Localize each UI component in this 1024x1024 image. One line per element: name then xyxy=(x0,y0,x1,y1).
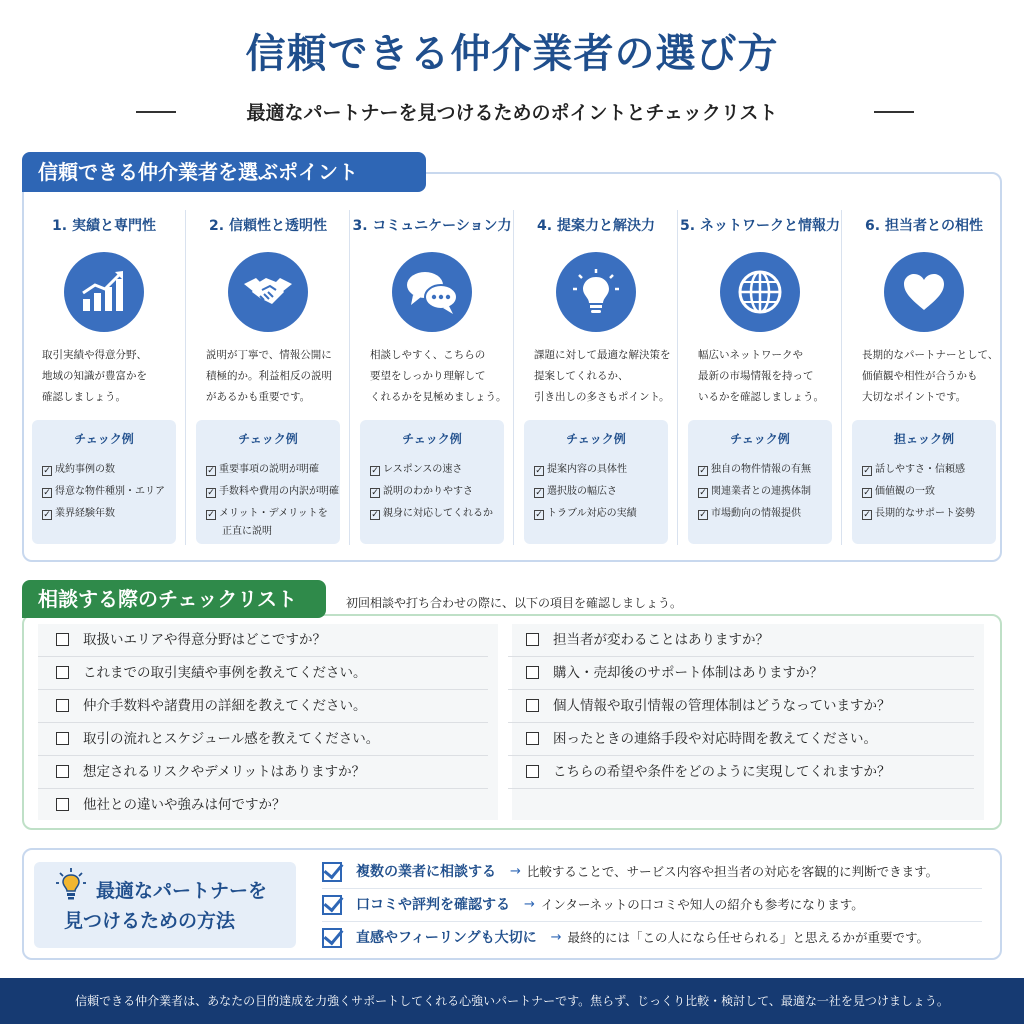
check-item: ✓ 市場動向の情報提供 xyxy=(699,508,801,520)
checkbox[interactable] xyxy=(56,732,69,745)
checklist-note: 初回相談や打ち合わせの際に、以下の項目を確認しましょう。 xyxy=(346,596,683,610)
globe-icon xyxy=(720,252,800,332)
check-item-continued: 正直に説明 xyxy=(222,526,272,537)
check-examples-title: チェック例 xyxy=(74,432,134,446)
checkbox[interactable] xyxy=(526,699,539,712)
checklist-item[interactable]: 取引の流れとスケジュール感を教えてください。 xyxy=(38,723,488,756)
checkbox[interactable] xyxy=(56,765,69,778)
checklist-item[interactable]: これまでの取引実績や事例を教えてください。 xyxy=(38,657,488,690)
check-item: ✓ 価値観の一致 xyxy=(863,486,935,498)
arrow-right-icon: → xyxy=(524,896,535,912)
check-item: ✓ 話しやすさ・信頼感 xyxy=(863,464,965,476)
checkmark-icon xyxy=(322,895,342,915)
point-title: 2. 信頼性と透明性 xyxy=(209,218,327,234)
check-item: ✓ 手数料や費用の内訳が明確 xyxy=(207,486,339,498)
check-item: ✓ 選択肢の幅広さ xyxy=(535,486,617,498)
check-item: ✓ 得意な物件種別・エリア xyxy=(43,486,165,498)
check-item: ✓ 提案内容の具体性 xyxy=(535,464,627,476)
point-title: 5. ネットワークと情報力 xyxy=(680,218,840,234)
divider xyxy=(322,888,982,889)
check-item: ✓ メリット・デメリットを xyxy=(207,508,328,520)
check-examples-title: チェック例 xyxy=(238,432,298,446)
method-item: 口コミや評判を確認する → インターネットの口コミや知人の紹介も参考になります。 xyxy=(322,890,864,918)
point-card-compatibility xyxy=(842,200,1006,552)
checklist-item[interactable]: 困ったときの連絡手段や対応時間を教えてください。 xyxy=(508,723,974,756)
check-item: ✓ 関連業者との連携体制 xyxy=(699,486,811,498)
point-description: 幅広いネットワークや 最新の市場情報を持って いるかを確認しましょう。 xyxy=(698,349,824,403)
check-examples-title: チェック例 xyxy=(566,432,626,446)
growth-chart-icon xyxy=(64,252,144,332)
handshake-icon xyxy=(228,252,308,332)
chat-bubbles-icon xyxy=(392,252,472,332)
check-examples xyxy=(524,420,668,544)
point-description: 相談しやすく、こちらの 要望をしっかり理解して くれるかを見極めましょう。 xyxy=(370,349,507,403)
point-title: 4. 提案力と解決力 xyxy=(537,218,655,234)
check-examples xyxy=(852,420,996,544)
checklist-item[interactable]: こちらの希望や条件をどのように実現してくれますか？ xyxy=(508,756,974,789)
check-item: ✓ 業界経験年数 xyxy=(43,508,115,520)
checkbox[interactable] xyxy=(526,732,539,745)
checkbox[interactable] xyxy=(526,765,539,778)
check-item: ✓ 説明のわかりやすさ xyxy=(371,486,473,498)
checkbox[interactable] xyxy=(56,798,69,811)
checklist-section-title: 相談する際のチェックリスト xyxy=(22,580,326,618)
point-description: 課題に対して最適な解決策を 提案してくれるか、 引き出しの多さもポイント。 xyxy=(534,349,671,403)
check-item: ✓ トラブル対応の実績 xyxy=(535,508,637,520)
check-examples-title: チェック例 xyxy=(402,432,462,446)
arrow-right-icon: → xyxy=(550,929,562,945)
check-item: ✓ 長期的なサポート姿勢 xyxy=(863,508,975,520)
point-description: 説明が丁寧で、情報公開に 積極的か。利益相反の説明 があるかも重要です。 xyxy=(206,349,332,403)
footer-banner: 信頼できる仲介業者は、あなたの目的達成を力強くサポートしてくれる心強いパートナーです。焦らず、じっくり比較・検討して、最適な一社を見つけましょう。 xyxy=(0,978,1024,1024)
page-subtitle: 最適なパートナーを見つけるためのポイントとチェックリスト xyxy=(246,102,778,124)
checklist-item[interactable]: 取扱いエリアや得意分野はどこですか？ xyxy=(38,624,488,657)
point-card-communication xyxy=(350,200,514,552)
checkbox[interactable] xyxy=(526,633,539,646)
point-card-network xyxy=(678,200,842,552)
checklist-item[interactable]: 個人情報や取引情報の管理体制はどうなっていますか？ xyxy=(508,690,974,723)
check-examples xyxy=(688,420,832,544)
arrow-right-icon: → xyxy=(510,863,521,879)
check-item: ✓ 独自の物件情報の有無 xyxy=(699,464,811,476)
lightbulb-icon xyxy=(56,868,86,902)
checkbox[interactable] xyxy=(56,666,69,679)
checkbox[interactable] xyxy=(526,666,539,679)
check-item: ✓ 成約事例の数 xyxy=(43,464,115,476)
checkbox[interactable] xyxy=(56,699,69,712)
point-title: 1. 実績と専門性 xyxy=(52,218,156,234)
lightbulb-icon xyxy=(556,252,636,332)
check-item: ✓ レスポンスの速さ xyxy=(371,464,463,476)
check-examples-title: 担ェック例 xyxy=(893,432,954,446)
method-item: 直感やフィーリングも大切に → 最終的には「この人になら任せられる」と思えるかが重要です。 xyxy=(322,923,929,951)
point-description: 長期的なパートナーとして、 価値観や相性が合うかも 大切なポイントです。 xyxy=(862,349,999,403)
checkbox[interactable] xyxy=(56,633,69,646)
check-examples-title: チェック例 xyxy=(730,432,790,446)
methods-title-line2: 見つけるための方法 xyxy=(64,910,236,932)
method-item: 複数の業者に相談する → 比較することで、サービス内容や担当者の対応を客観的に判断できます。 xyxy=(322,857,938,885)
point-description: 取引実績や得意分野、 地域の知識が豊富かを 確認しましょう。 xyxy=(42,349,147,403)
check-examples xyxy=(32,420,176,544)
points-section-title: 信頼できる仲介業者を選ぶポイント xyxy=(22,152,426,192)
checklist-item[interactable]: 購入・売却後のサポート体制はありますか？ xyxy=(508,657,974,690)
checklist-item[interactable]: 仲介手数料や諸費用の詳細を教えてください。 xyxy=(38,690,488,723)
subtitle-right-rule xyxy=(874,111,914,113)
divider xyxy=(322,921,982,922)
checklist-item[interactable]: 他社との違いや強みは何ですか？ xyxy=(38,789,488,822)
page-title: 信頼できる仲介業者の選び方 xyxy=(245,31,779,77)
check-examples xyxy=(360,420,504,544)
check-examples xyxy=(196,420,340,544)
check-item: ✓ 重要事項の説明が明確 xyxy=(207,464,319,476)
checkmark-icon xyxy=(322,862,342,882)
checklist-item[interactable]: 担当者が変わることはありますか？ xyxy=(508,624,974,657)
heart-icon xyxy=(884,252,964,332)
point-title: 3. コミュニケーション力 xyxy=(352,218,512,234)
point-card-proposal xyxy=(514,200,678,552)
point-card-track-record xyxy=(22,200,186,552)
checkmark-icon xyxy=(322,928,342,948)
checklist-item[interactable]: 想定されるリスクやデメリットはありますか？ xyxy=(38,756,488,789)
point-card-reliability xyxy=(186,200,350,552)
methods-title-line1: 最適なパートナーを xyxy=(96,880,268,902)
point-title: 6. 担当者との相性 xyxy=(865,218,983,234)
check-item: ✓ 親身に対応してくれるか xyxy=(371,508,493,520)
